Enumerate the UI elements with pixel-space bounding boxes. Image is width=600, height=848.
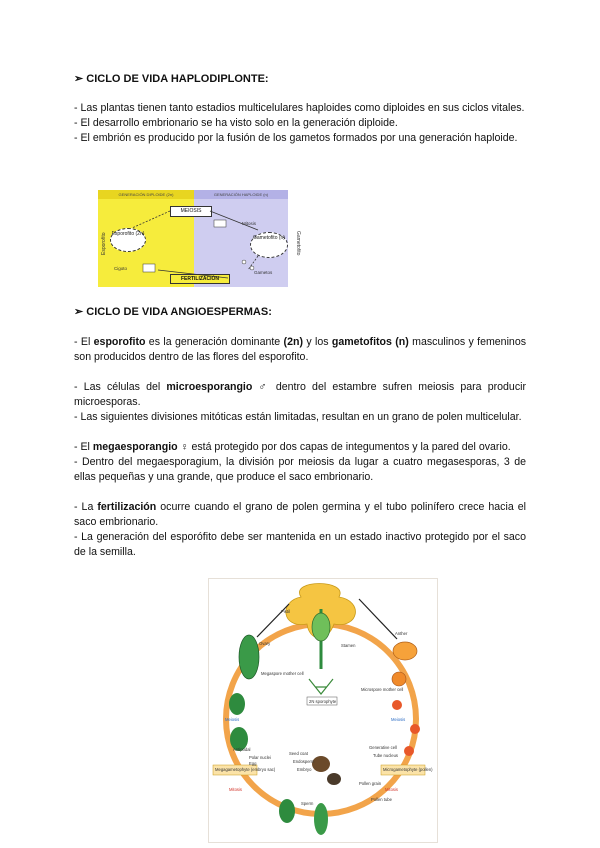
label-mitosis-left: Mitosis: [229, 787, 243, 792]
section2-heading: ➢ CICLO DE VIDA ANGIOESPERMAS:: [74, 306, 272, 318]
diagram1-arrows: [98, 190, 315, 287]
label-anther: Anther: [395, 631, 408, 636]
label-embryo: Embryo: [297, 767, 312, 772]
haploid-header: GENERACIÓN HAPLOIDE (n): [194, 190, 288, 199]
pistil-icon: [312, 613, 330, 641]
label-sperm: Sperm: [301, 801, 314, 806]
angiosperm-cycle-svg: [209, 579, 437, 842]
section1-line-1: - Las plantas tienen tanto estadios multicelulares haploides como diploides en sus ciclos vitales.: [74, 102, 525, 114]
label-meiosis-left: Meiosis: [225, 717, 240, 722]
section1-body: [74, 101, 526, 146]
label-seed-coat: Seed coat: [289, 751, 308, 756]
label-mitosis-right: Mitosis: [385, 787, 399, 792]
seed-icon: [312, 756, 330, 772]
gametophyte-oval: Gametofito (n): [250, 232, 288, 258]
paragraph-esporofito: - El esporofito es la generación dominante (2n) y los gametofitos (n) masculinos y femeninos son producidos dentro de las flores del esporofito.: [74, 336, 527, 363]
sporophyte-plant-icon: [309, 679, 333, 694]
label-mega: Megagametophyte (embryo sac): [215, 767, 276, 772]
sporophyte-oval: Esporofito (2n): [110, 228, 146, 252]
label-sporophyte: 2N sporophyte: [309, 699, 337, 704]
anther-icon: [393, 642, 417, 660]
label-megaspore: Megaspore mother cell: [261, 671, 304, 676]
label-polar: Polar nuclei: [249, 755, 271, 760]
paragraph-microesporangio: - Las células del microesporangio ♂ dentro del estambre sufren meiosis para producir microesporas.: [74, 381, 526, 408]
fertilization-icon: [314, 803, 328, 835]
label-endosperm: Endosperm: [293, 759, 315, 764]
label-pollen-tube: Pollen tube: [371, 797, 392, 802]
label-egg: Egg: [249, 761, 257, 766]
label-ovary: Ovary: [259, 641, 271, 646]
label-pollen-grain: Pollen grain: [359, 781, 382, 786]
section1-line-3: - El embrión es producido por la fusión de los gametos formados por una generación haploide.: [74, 132, 518, 144]
pollen-icon-2: [404, 746, 414, 756]
ovary-left-icon: [239, 635, 259, 679]
section1-line-2: - El desarrollo embrionario se ha visto solo en la generación diploide.: [74, 117, 398, 129]
paragraph-esporofito-inactivo: - La generación del esporófito debe ser mantenida en un estado inactivo protegido por el saco de la semilla.: [74, 531, 526, 558]
label-generative: Generative cell: [369, 745, 397, 750]
diploid-header: GENERACIÓN DIPLOIDE (2n): [98, 190, 194, 199]
cigoto-label: Cigoto: [114, 266, 128, 271]
haplodiplont-diagram: [98, 190, 315, 287]
fertilized-ovule-icon: [279, 799, 295, 823]
label-microspore: Microspore mother cell: [361, 687, 404, 692]
side-label-right: Gametofito: [290, 200, 304, 287]
label-antipodal: Antipodal: [233, 747, 251, 752]
mitosis-label: Mitosis: [242, 221, 257, 226]
meiosis-box: MEIOSIS: [170, 206, 212, 217]
paragraph-mitotic: - Las siguientes divisiones mitóticas están limitadas, resultan en un grano de polen multicelular.: [74, 411, 522, 423]
label-stamen: Stamen: [341, 643, 356, 648]
paragraph-megaesporangio: - El megaesporangio ♀ está protegido por dos capas de integumentos y la pared del ovario.: [74, 441, 511, 453]
label-meiosis-right: Meiosis: [391, 717, 406, 722]
pollen-icon-3: [392, 700, 402, 710]
gametos-label: Gametos: [254, 270, 273, 275]
pollen-mother-cell-icon: [392, 672, 406, 686]
pollen-icon-1: [410, 724, 420, 734]
label-micro: Microgametophyte (pollen): [383, 767, 433, 772]
angiosperm-cycle-diagram: [208, 578, 438, 843]
label-tube: Tube nucleus: [373, 753, 398, 758]
paragraph-fertilizacion: - La fertilización ocurre cuando el grano de polen germina y el tubo polinífero crece hacia el saco embrionario.: [74, 501, 526, 528]
side-label-left: Esporofito: [101, 232, 107, 255]
section1-heading: ➢ CICLO DE VIDA HAPLODIPLONTE:: [74, 73, 269, 85]
paragraph-megaesporagium: - Dentro del megaesporagium, la división por meiosis da lugar a cuatro megasesporas, 3 de ellas pequeñas y una grande, que produce el saco embrionario.: [74, 456, 526, 483]
fertilization-box: FERTILIZACIÓN: [170, 274, 230, 284]
section2-body: [74, 335, 526, 560]
label-pistil: Pistil: [281, 609, 290, 614]
embryo-icon: [327, 773, 341, 785]
megaspore-icon: [229, 693, 245, 715]
